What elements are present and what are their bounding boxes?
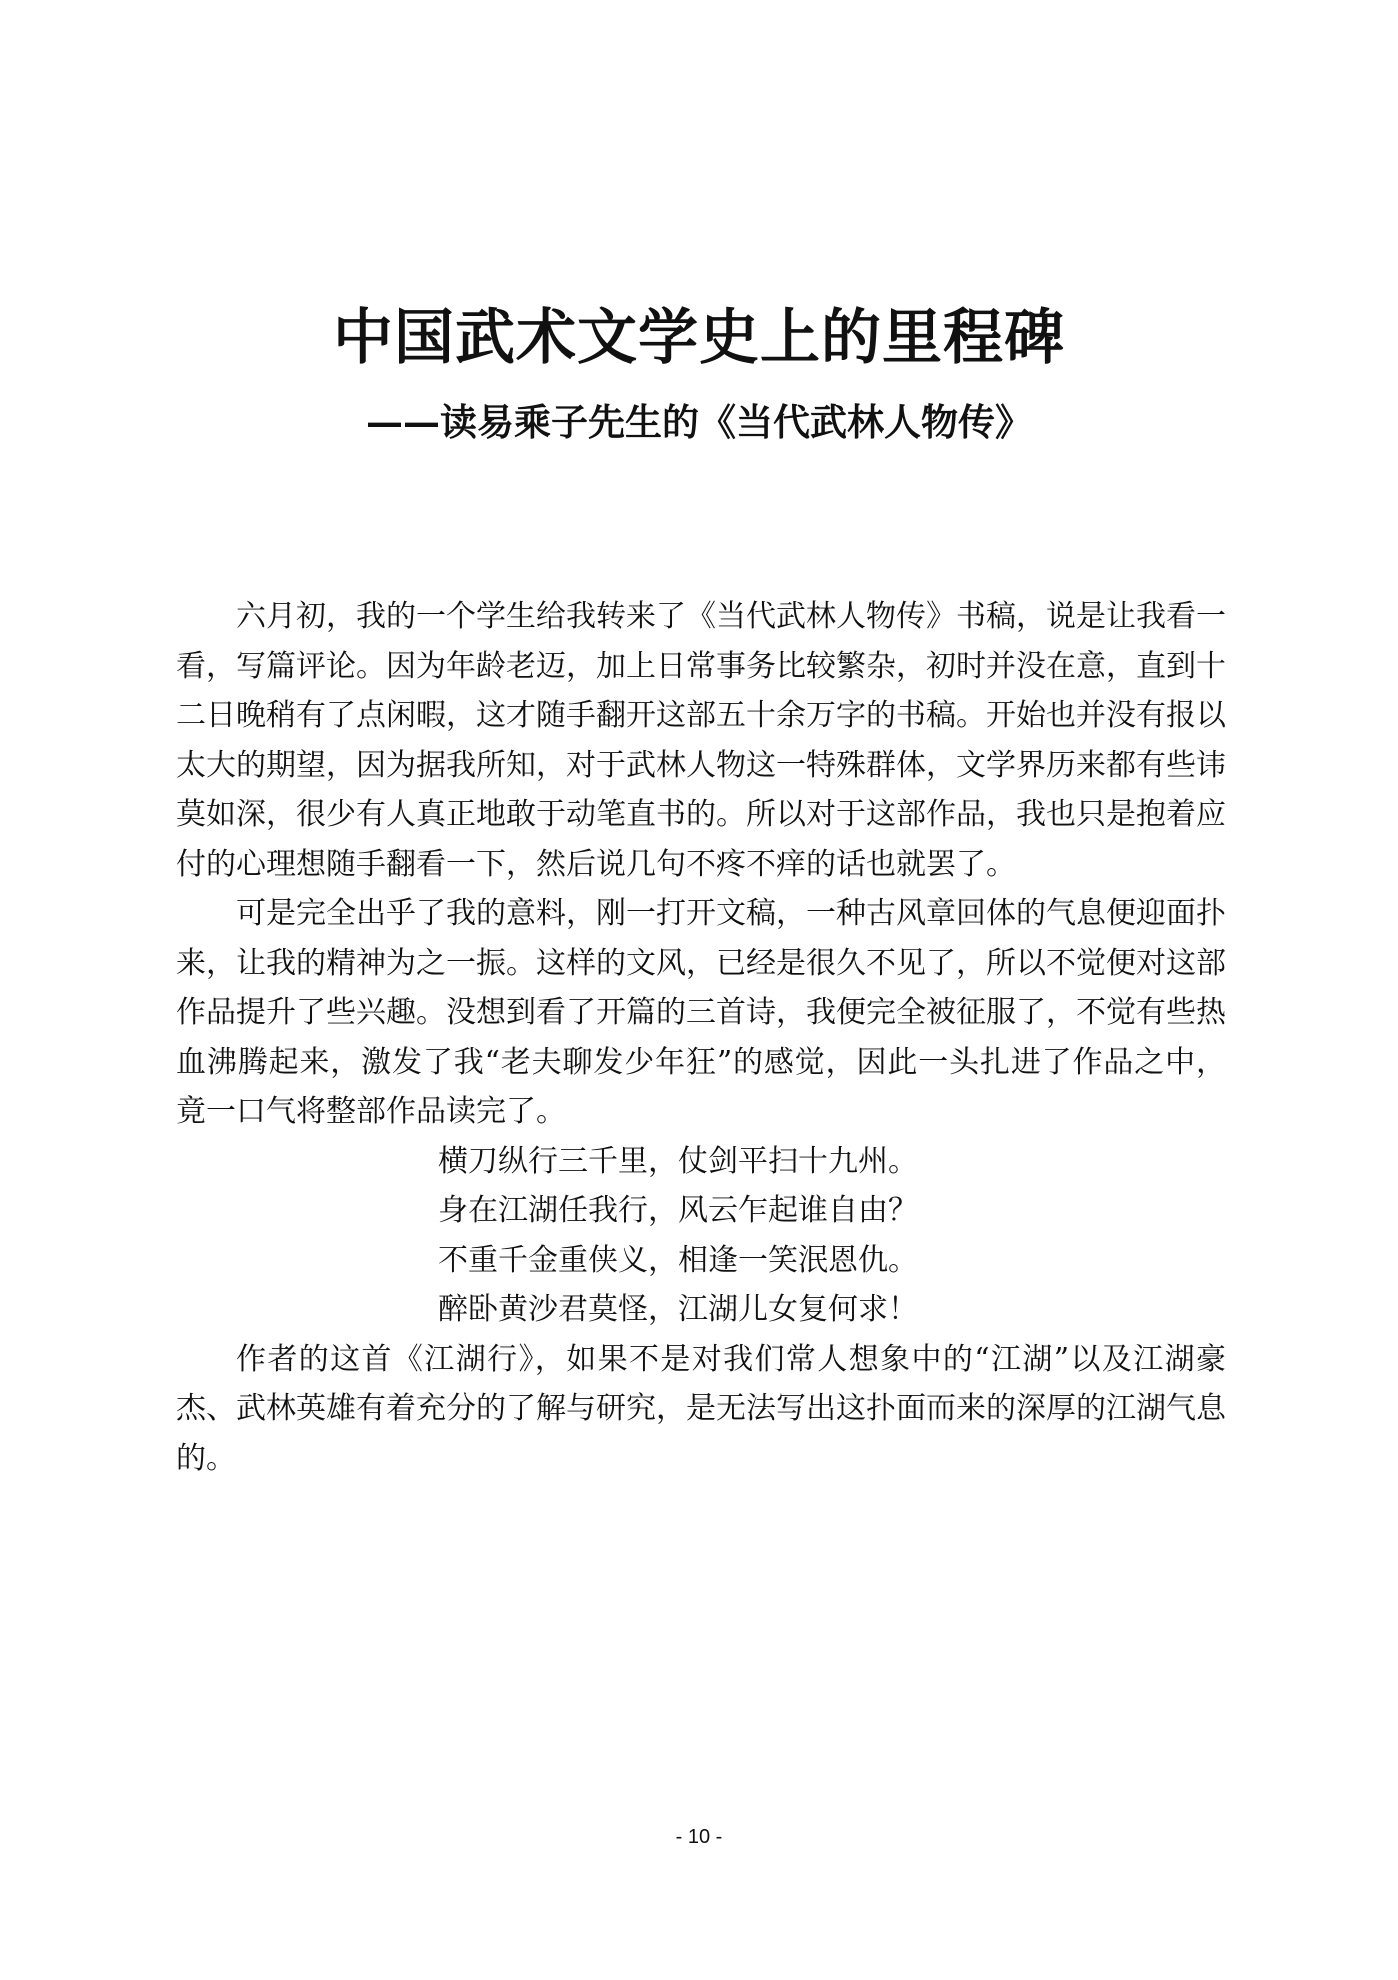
poem-line: 不重千金重侠义，相逢一笑泯恩仇。 <box>438 1242 918 1278</box>
poem <box>176 1137 1226 1335</box>
paragraph-2: 可是完全出乎了我的意料，刚一打开文稿，一种古风章回体的气息便迎面扑来，让我的精神为之一振。这样的文风，已经是很久不见了，所以不觉便对这部作品提升了些兴趣。没想到看了开篇的三首诗，我便完全被征服了，不觉有些热血沸腾起来，激发了我“老夫聊发少年狂”的感觉，因此一头扎进了作品之中，竟一口气将整部作品读完了。 <box>176 896 1226 1129</box>
page-title: 中国武术文学史上的里程碑 <box>333 303 1065 373</box>
article-body <box>176 592 1226 1483</box>
page-subtitle: ——读易乘子先生的《当代武林人物传》 <box>366 400 1032 444</box>
poem-line: 醉卧黄沙君莫怪，江湖儿女复何求！ <box>438 1292 918 1327</box>
paragraph-1: 六月初，我的一个学生给我转来了《当代武林人物传》书稿，说是让我看一看，写篇评论。因为年龄老迈，加上日常事务比较繁杂，初时并没在意，直到十二日晚稍有了点闲暇，这才随手翻开这部五十余万字的书稿。开始也并没有报以太大的期望，因为据我所知，对于武林人物这一特殊群体，文学界历来都有些讳莫如深，很少有人真正地敢于动笔直书的。所以对于这部作品，我也只是抱着应付的心理想随手翻看一下，然后说几句不疼不痒的话也就罢了。 <box>176 599 1226 882</box>
poem-line: 横刀纵行三千里，仗剑平扫十九州。 <box>438 1143 918 1179</box>
poem-line: 身在江湖任我行，风云乍起谁自由？ <box>438 1193 918 1228</box>
paragraph-3: 作者的这首《江湖行》，如果不是对我们常人想象中的“江湖”以及江湖豪杰、武林英雄有着充分的了解与研究，是无法写出这扑面而来的深厚的江湖气息的。 <box>176 1341 1226 1476</box>
page-number: - 10 - <box>675 1826 723 1848</box>
